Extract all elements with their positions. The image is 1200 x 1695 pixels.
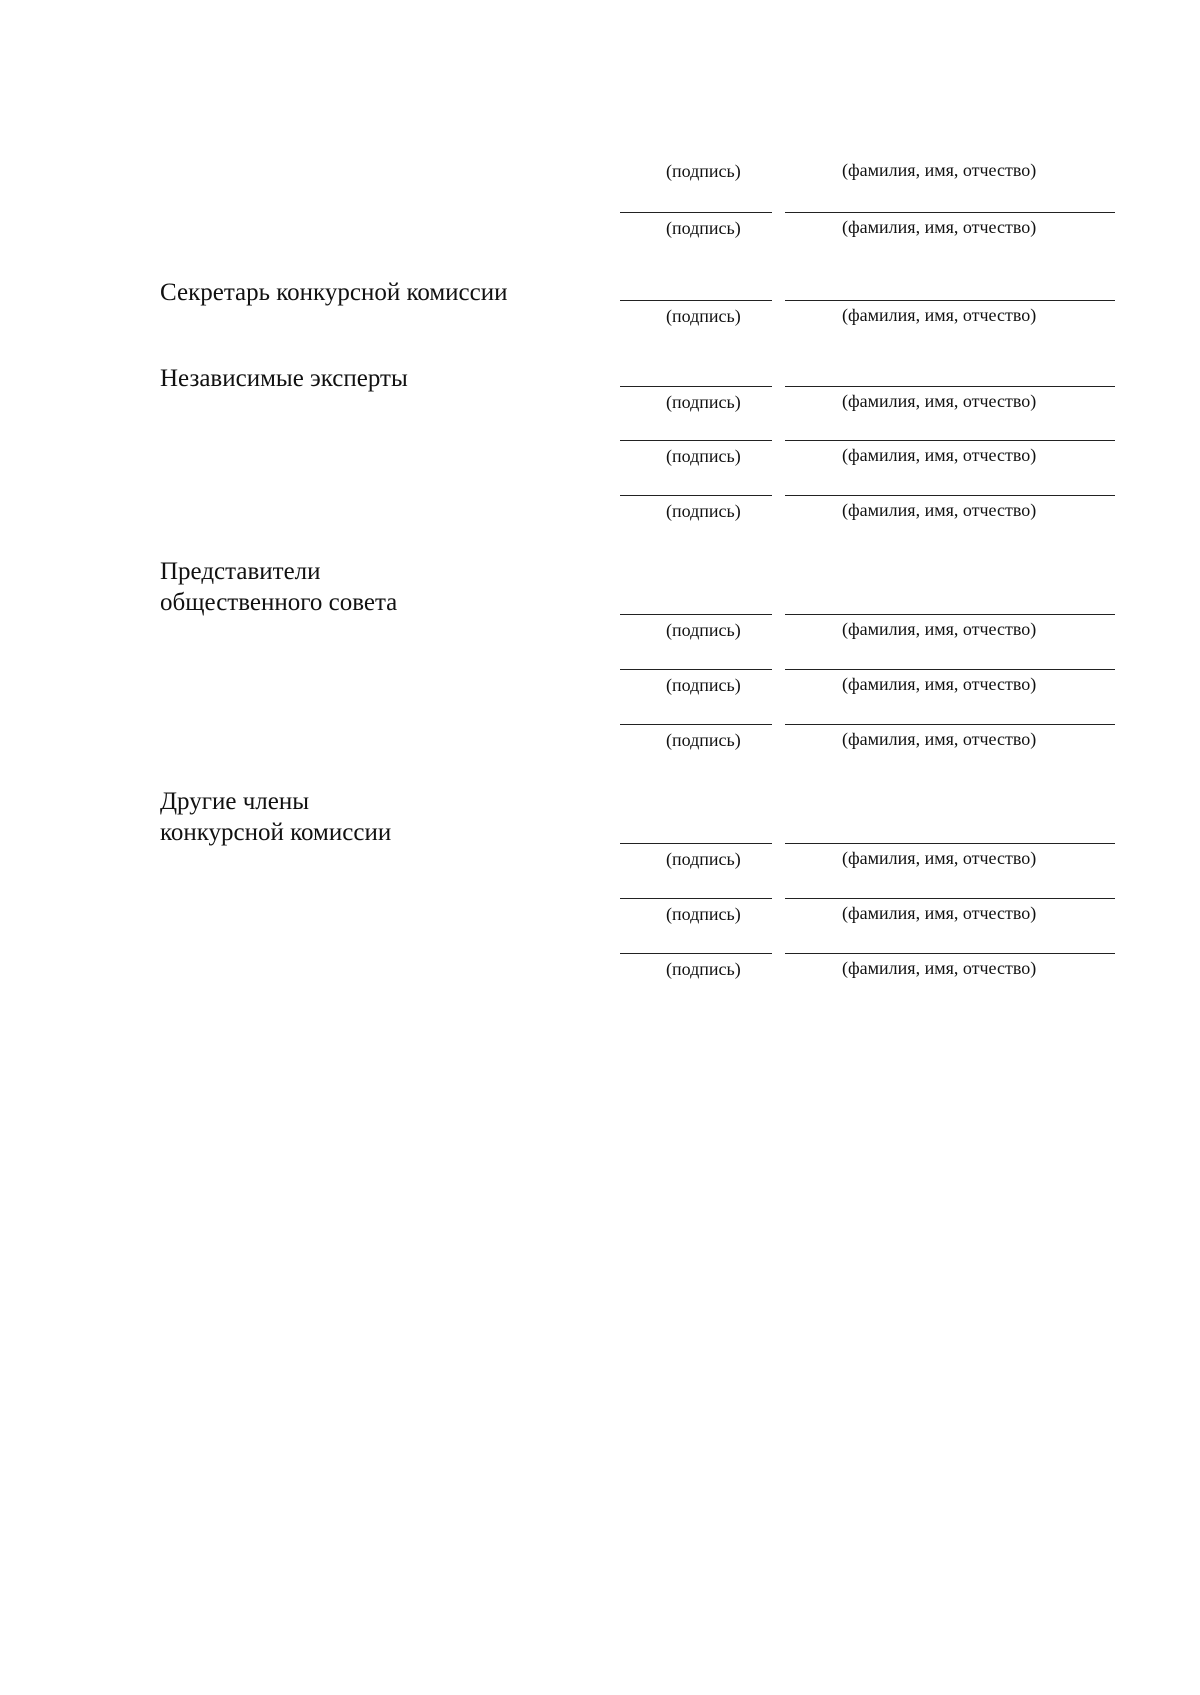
signature-row <box>620 440 1120 470</box>
signature-line <box>620 898 772 899</box>
name-line <box>785 669 1115 670</box>
signature-caption: (подпись) <box>666 849 741 869</box>
full-name-caption: (фамилия, имя, отчество) <box>842 160 1037 180</box>
signature-line <box>620 300 772 301</box>
signature-row <box>620 614 1120 644</box>
signature-row <box>620 386 1120 416</box>
signature-caption: (подпись) <box>666 306 741 326</box>
name-line <box>785 300 1115 301</box>
signature-caption: (подпись) <box>666 730 741 750</box>
signature-line <box>620 440 772 441</box>
signature-caption: (подпись) <box>666 392 741 412</box>
signature-row <box>620 212 1120 242</box>
name-line <box>785 724 1115 725</box>
full-name-caption: (фамилия, имя, отчество) <box>842 217 1037 237</box>
name-line <box>785 898 1115 899</box>
full-name-caption: (фамилия, имя, отчество) <box>842 958 1037 978</box>
signature-row <box>620 953 1120 983</box>
name-line <box>785 386 1115 387</box>
full-name-caption: (фамилия, имя, отчество) <box>842 500 1037 520</box>
signature-row <box>620 898 1120 928</box>
full-name-caption: (фамилия, имя, отчество) <box>842 903 1037 923</box>
full-name-caption: (фамилия, имя, отчество) <box>842 848 1037 868</box>
signature-line <box>620 724 772 725</box>
label-secretary: Секретарь конкурсной комиссии <box>160 279 508 306</box>
name-line <box>785 440 1115 441</box>
name-line <box>785 614 1115 615</box>
label-other-members-line1: Другие члены <box>160 788 310 815</box>
signature-caption: (подпись) <box>666 620 741 640</box>
signature-caption: (подпись) <box>666 675 741 695</box>
name-line <box>785 843 1115 844</box>
signature-caption: (подпись) <box>666 959 741 979</box>
signature-line <box>620 843 772 844</box>
signature-caption: (подпись) <box>666 446 741 466</box>
full-name-caption: (фамилия, имя, отчество) <box>842 619 1037 639</box>
signature-line <box>620 212 772 213</box>
label-public-council-line1: Представители <box>160 558 321 585</box>
signature-row <box>620 495 1120 525</box>
signature-caption: (подпись) <box>666 904 741 924</box>
signature-line <box>620 386 772 387</box>
label-other-members-line2: конкурсной комиссии <box>160 819 392 846</box>
name-line <box>785 953 1115 954</box>
label-experts: Независимые эксперты <box>160 365 408 392</box>
full-name-caption: (фамилия, имя, отчество) <box>842 729 1037 749</box>
signature-row <box>620 843 1120 873</box>
signature-caption: (подпись) <box>666 218 741 238</box>
signature-line <box>620 669 772 670</box>
signature-row <box>620 669 1120 699</box>
name-line <box>785 495 1115 496</box>
signature-line <box>620 495 772 496</box>
full-name-caption: (фамилия, имя, отчество) <box>842 445 1037 465</box>
full-name-caption: (фамилия, имя, отчество) <box>842 305 1037 325</box>
label-public-council-line2: общественного совета <box>160 589 398 616</box>
signature-row <box>620 155 1120 185</box>
full-name-caption: (фамилия, имя, отчество) <box>842 674 1037 694</box>
signature-caption: (подпись) <box>666 501 741 521</box>
name-line <box>785 212 1115 213</box>
signature-row <box>620 724 1120 754</box>
signature-line <box>620 953 772 954</box>
signature-caption: (подпись) <box>666 161 741 181</box>
signature-row <box>620 300 1120 330</box>
signature-line <box>620 614 772 615</box>
full-name-caption: (фамилия, имя, отчество) <box>842 391 1037 411</box>
